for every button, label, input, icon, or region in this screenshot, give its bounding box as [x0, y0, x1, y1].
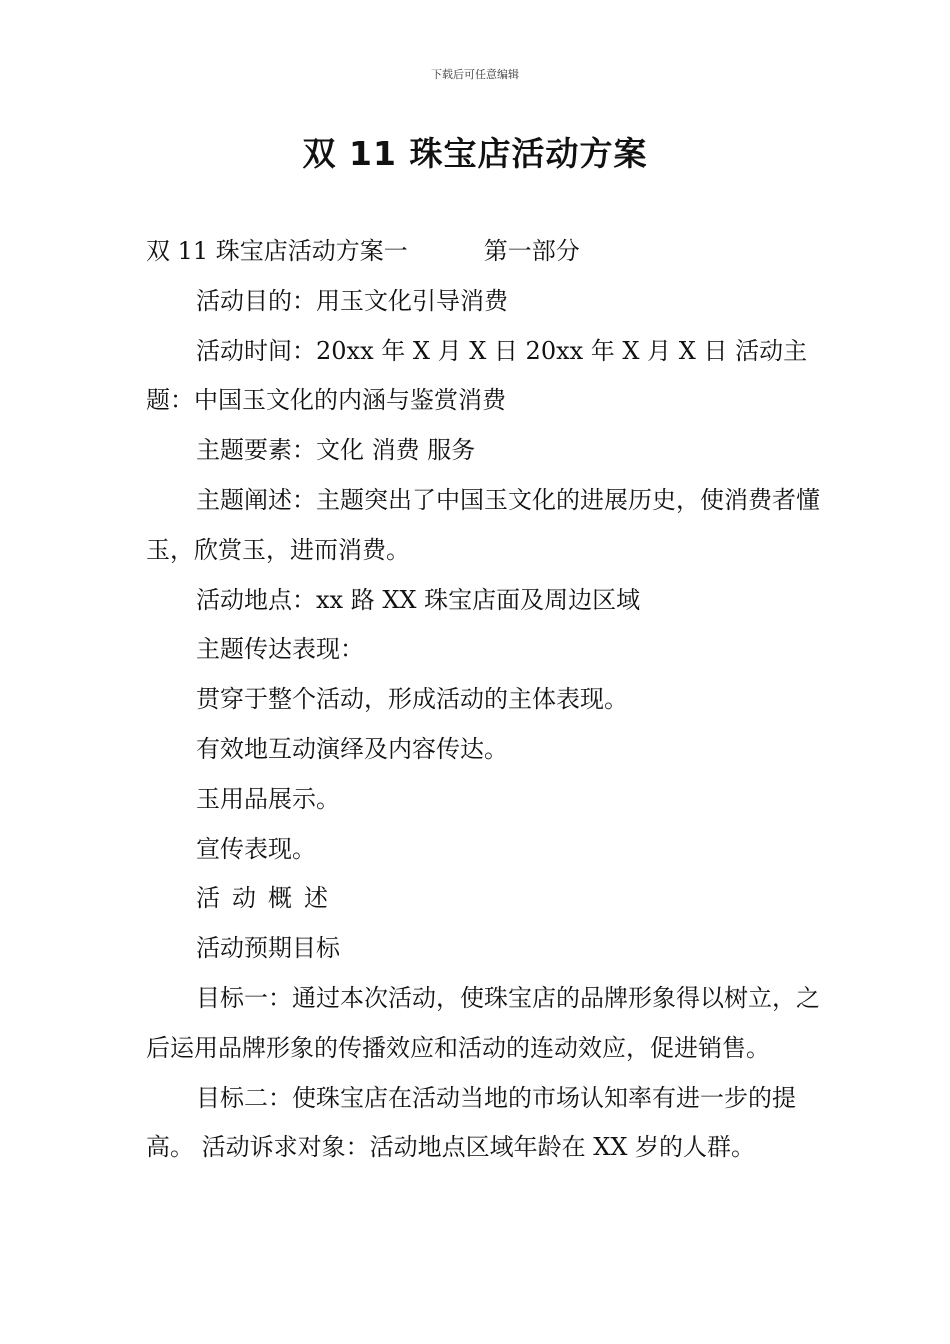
paragraph-purpose: 活动目的：用玉文化引导消费: [196, 286, 508, 315]
document-body: [146, 227, 826, 1173]
paragraph-expression-2: 有效地互动演绎及内容传达。: [196, 734, 508, 763]
paragraph-time-theme: 活动时间：20xx 年 X 月 X 日 20xx 年 X 月 X 日 活动主题：中国玉文化的内涵与鉴赏消费: [146, 336, 808, 415]
section-heading-name: 双 11 珠宝店活动方案一: [146, 237, 408, 265]
paragraph-theme-elements: 主题要素：文化 消费 服务: [196, 436, 476, 465]
paragraph-theme-statement: 主题阐述：主题突出了中国玉文化的进展历史，使消费者懂玉，欣赏玉，进而消费。: [146, 485, 820, 564]
paragraph-overview: 活动概述: [196, 884, 340, 913]
paragraph-location: 活动地点：xx 路 XX 珠宝店面及周边区域: [196, 585, 641, 614]
paragraph-expected-goals: 活动预期目标: [196, 934, 340, 963]
section-heading-part: 第一部分: [483, 237, 580, 265]
paragraph-goal-two: 目标二：使珠宝店在活动当地的市场认知率有进一步的提高。 活动诉求对象：活动地点区域年龄在 XX 岁的人群。: [146, 1083, 796, 1162]
paragraph-theme-expression: 主题传达表现：: [196, 635, 364, 664]
paragraph-expression-1: 贯穿于整个活动，形成活动的主体表现。: [196, 685, 628, 714]
paragraph-expression-3: 玉用品展示。: [196, 784, 340, 813]
paragraph-expression-4: 宣传表现。: [196, 834, 316, 863]
header-note: 下载后可任意编辑: [431, 68, 519, 81]
section-heading: [146, 227, 826, 277]
document-title: 双 11 珠宝店活动方案: [302, 134, 648, 173]
paragraph-goal-one: 目标一：通过本次活动，使珠宝店的品牌形象得以树立，之后运用品牌形象的传播效应和活动的连动效应，促进销售。: [146, 983, 820, 1062]
